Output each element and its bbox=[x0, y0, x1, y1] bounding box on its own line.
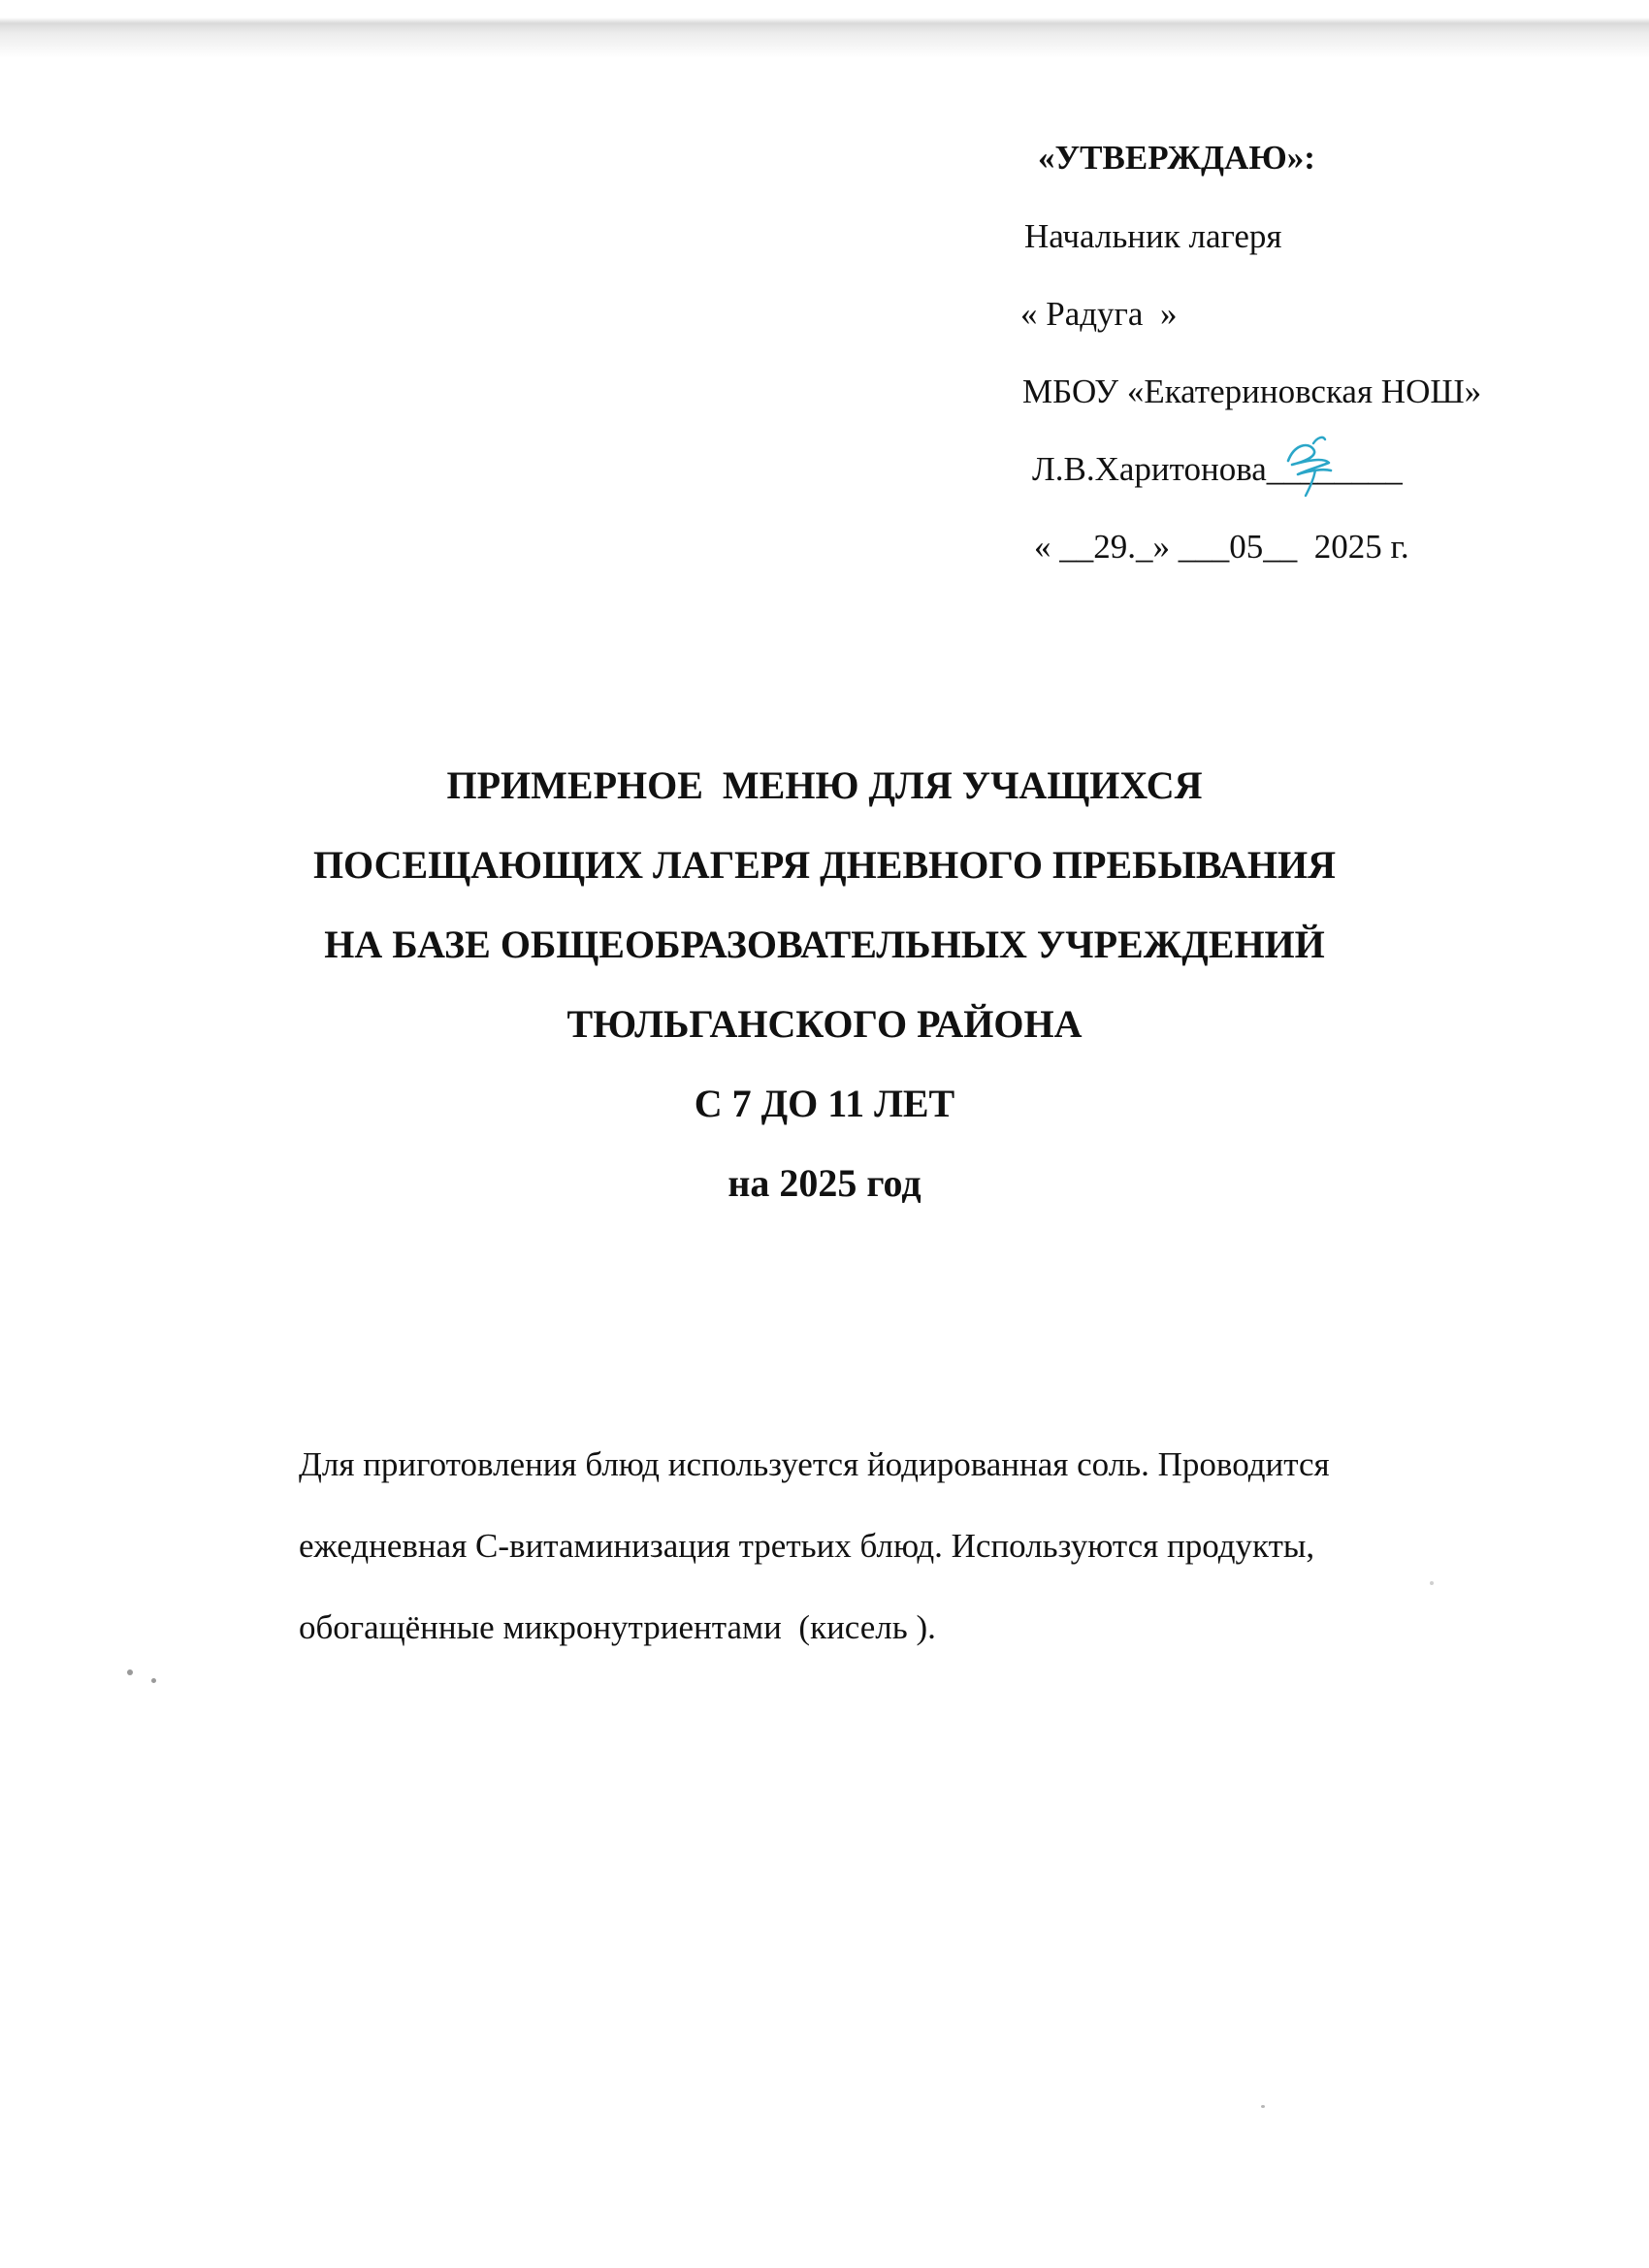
title-line-1: ПРИМЕРНОЕ МЕНЮ ДЛЯ УЧАЩИХСЯ bbox=[446, 763, 1203, 807]
title-line-2: ПОСЕЩАЮЩИХ ЛАГЕРЯ ДНЕВНОГО ПРЕБЫВАНИЯ bbox=[312, 843, 1337, 887]
scan-speck bbox=[1261, 2105, 1265, 2108]
body-line-1: Для приготовления блюд используется йодированная соль. Проводится bbox=[299, 1445, 1330, 1483]
approval-heading: «УТВЕРЖДАЮ»: bbox=[1038, 139, 1315, 177]
body-line-2: ежедневная С-витаминизация третьих блюд. Используются продукты, bbox=[299, 1527, 1315, 1565]
approval-camp-name: « Радуга » bbox=[1020, 295, 1178, 333]
approval-signatory: Л.В.Харитонова________ bbox=[1032, 450, 1403, 488]
handwritten-signature bbox=[1280, 432, 1339, 500]
scan-speck bbox=[151, 1678, 156, 1683]
title-line-4: ТЮЛЬГАНСКОГО РАЙОНА bbox=[566, 1002, 1083, 1046]
body-line-3: обогащённые микронутриентами (кисель ). bbox=[299, 1608, 936, 1646]
approval-date: « __29._» ___05__ 2025 г. bbox=[1034, 528, 1409, 566]
scan-speck bbox=[1430, 1581, 1434, 1585]
title-line-5: С 7 ДО 11 ЛЕТ bbox=[694, 1082, 955, 1125]
title-line-3: НА БАЗЕ ОБЩЕОБРАЗОВАТЕЛЬНЫХ УЧРЕЖДЕНИЙ bbox=[324, 923, 1325, 966]
approval-school-name: МБОУ «Екатериновская НОШ» bbox=[1022, 373, 1482, 410]
title-line-6: на 2025 год bbox=[728, 1161, 922, 1205]
scan-edge-shadow bbox=[0, 0, 1649, 68]
scan-speck bbox=[127, 1669, 133, 1675]
approval-position: Начальник лагеря bbox=[1024, 217, 1282, 255]
